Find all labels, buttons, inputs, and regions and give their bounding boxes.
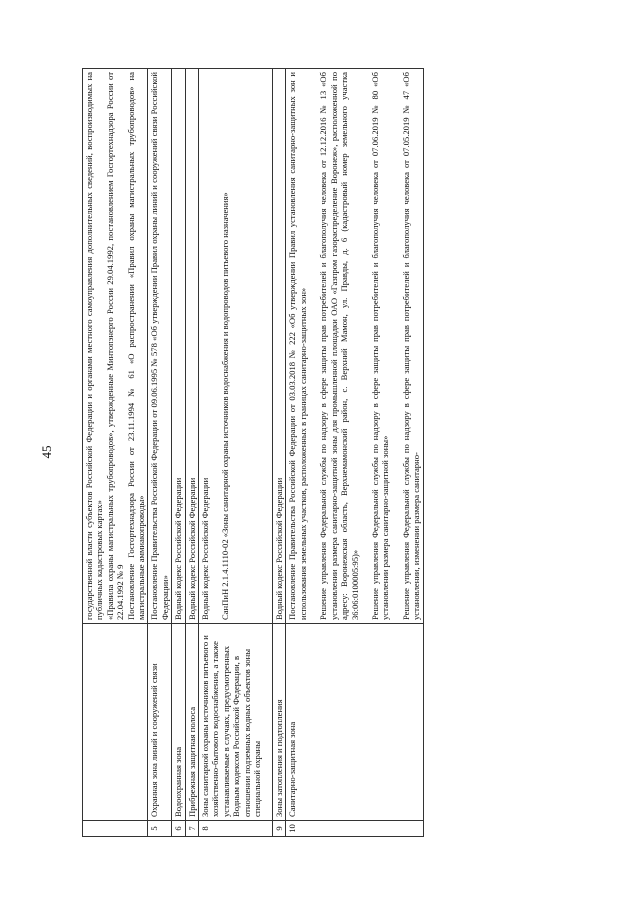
zone-name: Санитарно-защитная зона	[286, 624, 423, 821]
zone-name: Водоохранная зона	[172, 624, 185, 821]
document-text: Решение управления Федеральной службы по надзору в сфере защиты прав потребителей и благополучия человека от 12.12.2016 № 13 «Об установлении размера санитарно-защитной зоны для промышленной площадки ОАО «Газпром газораспределение Воронеж», расположенной по адресу: Воронежская область, Верхнемамонский район, с. Верхний Мамон, ул. Правды, д. 6 (кадастровый номер земельного участка 36:06:0100005:95)»	[318, 72, 360, 620]
table-row	[273, 69, 286, 837]
document-text: Решение управления Федеральной службы по надзору в сфере защиты прав потребителей и благополучия человека от 07.05.2019 № 47 «Об установлении, изменении размера санитарно-	[400, 72, 422, 620]
table-row	[199, 69, 273, 837]
row-number: 10	[286, 821, 423, 837]
table-row	[286, 69, 423, 837]
document-text: Постановление Правительства Российской Федерации от 03.03.2018 № 222 «Об утверждении Правил установления санитарно-защитных зон и использования земельных участков, расположенных в границах санитарно-защитных зон»	[287, 72, 308, 620]
document-text: Водный кодекс Российской Федерации	[173, 477, 184, 620]
document-text: Водный кодекс Российской Федерации	[186, 477, 197, 620]
legal-basis	[273, 69, 286, 624]
document-text: Постановление Госгортехнадзора России от 23.11.1994 № 61 «О распространении «Правил охраны магистральных трубопроводов» на магистральные аммиакопроводы»	[125, 72, 147, 620]
document-text: СанПиН 2.1.4.1110-02 «Зоны санитарной охраны источников водоснабжения и водопроводов питьевого назначения»	[220, 192, 231, 620]
document-text: «Правила охраны магистральных трубопроводов», утвержденные Минтопэнерго России 29.04.1992, постановлением Госгортехнадзора России от 22.04.1992 № 9	[104, 72, 126, 620]
document-text: Постановление Правительства Российской Федерации от 09.06.1995 № 578 «Об утверждении Правил охраны линий и сооружений связи Российской Федерации»	[149, 72, 170, 620]
legal-basis	[199, 69, 273, 624]
regulation-table-rotated	[82, 69, 422, 837]
legal-basis	[148, 69, 172, 624]
row-number: 5	[148, 821, 172, 837]
table-row	[83, 69, 148, 837]
legal-basis	[83, 69, 148, 624]
row-number: 7	[185, 821, 198, 837]
document-text: Решение управления Федеральной службы по надзору в сфере защиты прав потребителей и благополучия человека от 07.06.2019 № 80 «Об установлении размера санитарно-защитной зоны»	[369, 72, 391, 620]
zone-name: Зоны затопления и подтопления	[273, 624, 286, 821]
row-number	[83, 821, 148, 837]
legal-basis	[172, 69, 185, 624]
legal-basis	[185, 69, 198, 624]
table-row	[172, 69, 185, 837]
row-number: 9	[273, 821, 286, 837]
document-text: государственной власти субъектов Российской Федерации и органами местного самоуправления дополнительных сведений, воспроизводимых на публичных кадастровых картах»	[84, 72, 105, 620]
zone-name: Прибрежная защитная полоса	[185, 624, 198, 821]
regulation-table	[82, 68, 424, 837]
document-text: Водный кодекс Российской Федерации	[200, 477, 211, 620]
table-row	[148, 69, 172, 837]
document-text: Водный кодекс Российской Федерации	[274, 477, 285, 620]
legal-basis	[286, 69, 423, 624]
zone-name	[83, 624, 148, 821]
zone-name: Охранная зона линий и сооружений связи	[148, 624, 172, 821]
zone-name: Зоны санитарной охраны источников питьевого и хозяйственно-бытового водоснабжения, а также устанавливаемые в случаях, предусмотренных Водным кодексом Российской Федерации, в отношении подземных водных объектов зоны специальной охраны	[199, 624, 273, 821]
row-number: 6	[172, 821, 185, 837]
page-number: 45	[39, 445, 54, 459]
table-row	[185, 69, 198, 837]
row-number: 8	[199, 821, 273, 837]
